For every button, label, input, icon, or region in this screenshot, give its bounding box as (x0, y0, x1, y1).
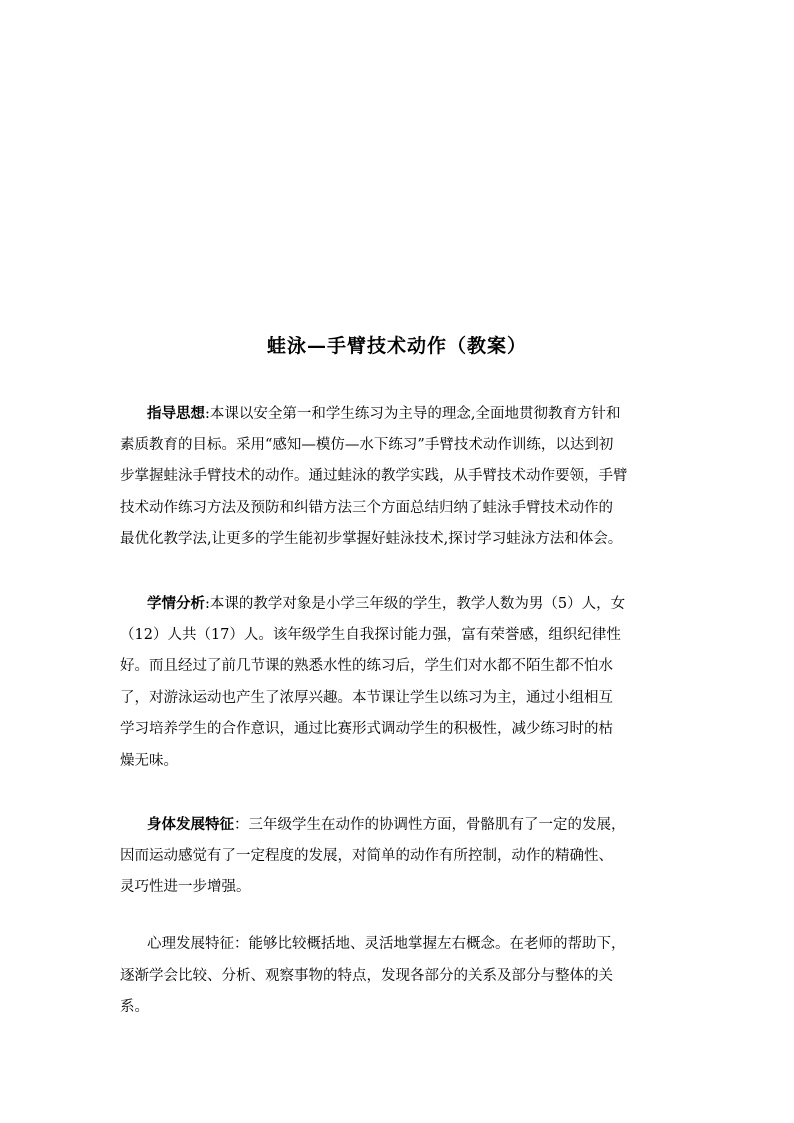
paragraph-line: 逐渐学会比较、分析、观察事物的特点，发现各部分的关系及部分与整体的关 (120, 967, 613, 984)
paragraph-line: （12）人共（17）人。该年级学生自我探讨能力强，富有荣誉感，组织纪律性 (120, 626, 621, 643)
paragraph-line: 因而运动感觉有了一定程度的发展，对简单的动作有所控制，动作的精确性、 (120, 847, 613, 864)
paragraph-line: 燥无味。 (120, 752, 178, 769)
paragraph-line (120, 588, 680, 620)
section-guiding-philosophy (120, 398, 680, 556)
paragraph-line (120, 398, 680, 430)
paragraph-line: 灵巧性进一步增强。 (120, 879, 251, 895)
paragraph-text: :本课的教学对象是小学三年级的学生，教学人数为男（5）人，女 (205, 596, 626, 612)
paragraph-line: 心理发展特征：能够比较概括地、灵活地掌握左右概念。在老师的帮助下， (147, 936, 626, 952)
paragraph-text: ：三年级学生在动作的协调性方面，骨骼肌有了一定的发展， (234, 817, 626, 833)
document-title: 蛙泳—手臂技术动作（教案） (266, 335, 527, 357)
paragraph-line: 学习培养学生的合作意识，通过比赛形式调动学生的积极性，减少练习时的枯 (120, 721, 613, 737)
paragraph-line (120, 809, 680, 841)
section-mental-development (120, 929, 680, 1024)
paragraph-line: 步掌握蛙泳手臂技术的动作。通过蛙泳的教学实践，从手臂技术动作要领，手臂 (120, 468, 628, 484)
section-physical-development (120, 809, 680, 904)
paragraph-line: 素质教育的目标。采用“感知—模仿—水下练习”手臂技术动作训练，以达到初 (120, 436, 614, 453)
paragraph-line: 最优化教学法,让更多的学生能初步掌握好蛙泳技术,探讨学习蛙泳方法和体会。 (120, 531, 623, 547)
paragraph-line: 系。 (120, 999, 149, 1015)
paragraph-line: 了，对游泳运动也产生了浓厚兴趣。本节课让学生以练习为主，通过小组相互 (120, 689, 613, 706)
paragraph-line: 技术动作练习方法及预防和纠错方法三个方面总结归纳了蛙泳手臂技术动作的 (120, 499, 613, 516)
paragraph-text: :本课以安全第一和学生练习为主导的理念,全面地贯彻教育方针和 (205, 406, 621, 422)
section-label: 指导思想 (147, 405, 205, 422)
section-label: 学情分析 (147, 595, 205, 612)
section-label: 身体发展特征 (147, 816, 234, 833)
section-learner-analysis (120, 588, 680, 777)
paragraph-line: 好。而且经过了前几节课的熟悉水性的练习后，学生们对水都不陌生都不怕水 (120, 658, 613, 674)
